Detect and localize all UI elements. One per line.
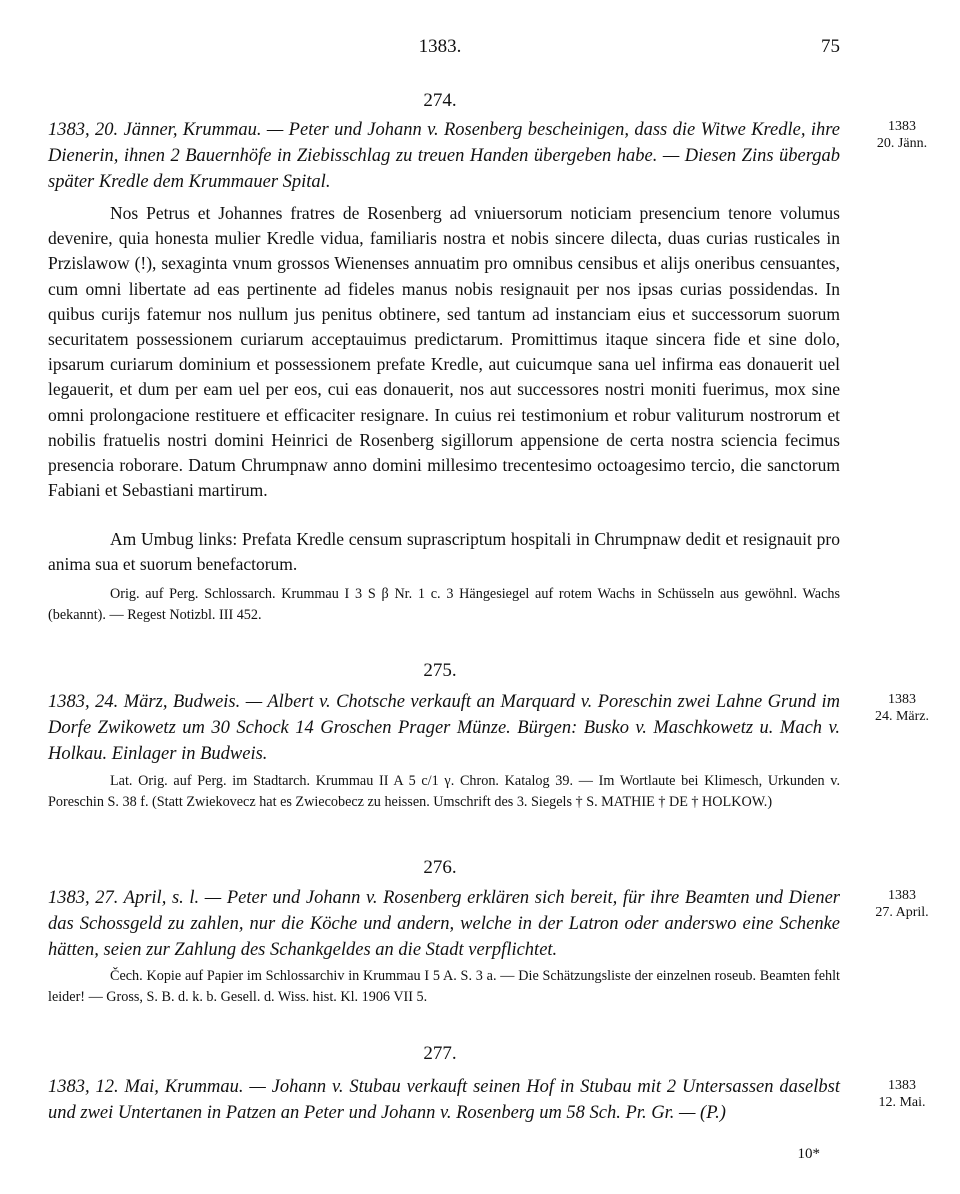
source-note: Čech. Kopie auf Papier im Schlossarchiv in Krummau I 5 A. S. 3 a. — Die Schätzungsliste der einzelnen roseub. Beamten fehlt leider! — Gross, S. B. d. k. b. Gesell. d. Wiss. hist. Kl. 1906 VII 5. [48, 968, 840, 1005]
margin-date [852, 691, 952, 725]
signature-mark: 10* [797, 1146, 820, 1162]
charter-text: Nos Petrus et Johannes fratres de Rosenberg ad vniuersorum noticiam presencium tenore volumus devenire, quia honesta mulier Kredle vidua, familiaris nostra et nobis sincere dilecta, duas curias rusticales in Przislawow (!), sexaginta vnum grossos Wienenses annuatim pro omnibus censibus et alijs oneribus censuantes, cum omni libertate ad eas pertinente ad fideles manus nobis resignauit per nos ipsas curias possidendas. In quibus curijs fatemur nos nullum jus penitus obtinere, sed tantum ad instanciam eius et successorum suorum securitatem possessionem curiarum acceptauimus predictarum. Promittimus itaque sincera fide et sine dolo, ipsarum curiarum dominium et possessionem prefate Kredle, aut cuicumque sana uel infirma eas donauerit uel legauerit, et dum per eam uel per eos, cui eas donauerit, nos aut successores nostri moniti fuerimus, mox sine omni prolongacione restituere et efficaciter resignare. In cuius rei testimonium et robur valiturum nostrorum et nobilis fratuelis nostri domini Heinrici de Rosenberg sigillorum appensione de certa nostra sciencia fecimus presencia roborare. Datum Chrumpnaw anno domini millesimo trecentesimo octoagesimo tercio, die sanctorum Fabiani et Sebastiani martirum. [48, 203, 840, 501]
margin-year: 1383 [888, 119, 916, 134]
source-note: Lat. Orig. auf Perg. im Stadtarch. Krummau II A 5 c/1 γ. Chron. Katalog 39. — Im Wortlaute bei Klimesch, Urkunden v. Poreschin S. 38 f. (Statt Zwiekovecz hat es Zwiecobecz zu heissen. Umschrift des 3. Siegels † S. MATHIE † DE † HOLKOW.) [48, 773, 840, 810]
entry-number: 277. [423, 1043, 457, 1064]
entry-number: 274. [423, 90, 457, 111]
margin-day: 24. März. [874, 709, 930, 724]
page-number: 75 [821, 36, 840, 57]
margin-date [852, 1077, 952, 1111]
margin-day: 27. April. [875, 905, 929, 920]
entry-regest: 1383, 24. März, Budweis. — Albert v. Chotsche verkauft an Marquard v. Poreschin zwei Lahne Grund im Dorfe Zwikowetz um 30 Schock 14 Groschen Prager Münze. Bürgen: Busko v. Maschkowetz u. Mach v. Holkau. Einlager in Budweis. [48, 692, 840, 764]
margin-date [852, 118, 952, 152]
margin-year: 1383 [888, 692, 916, 707]
margin-date [852, 887, 952, 921]
running-head-year: 1383. [418, 36, 462, 57]
entry-number: 275. [423, 660, 457, 681]
source-note: Orig. auf Perg. Schlossarch. Krummau I 3 S β Nr. 1 c. 3 Hängesiegel auf rotem Wachs in Schüsseln aus gewöhnl. Wachs (bekannt). — Regest Notizbl. III 452. [48, 586, 840, 623]
entry-regest: 1383, 27. April, s. l. — Peter und Johann v. Rosenberg erklären sich bereit, für ihre Beamten und Diener das Schossgeld zu zahlen, nur die Köche und andern, welche in der Latron oder anderswo eine Schenke hätten, seien zur Zahlung des Schankgeldes an die Stadt verpflichtet. [48, 888, 840, 960]
margin-day: 20. Jänn. [876, 136, 928, 151]
entry-regest: 1383, 20. Jänner, Krummau. — Peter und Johann v. Rosenberg bescheinigen, dass die Witwe Kredle, ihre Dienerin, ihnen 2 Bauernhöfe in Ziebisschlag zu treuen Handen übergeben habe. — Diesen Zins übergab später Kredle dem Krummauer Spital. [48, 120, 840, 192]
margin-year: 1383 [888, 1078, 916, 1093]
charter-addendum: Am Umbug links: Prefata Kredle censum suprascriptum hospitali in Chrumpnaw dedit et resignauit pro anima sua et suorum benefactorum. [48, 529, 840, 575]
margin-day: 12. Mai. [878, 1095, 926, 1110]
entry-number: 276. [423, 857, 457, 878]
entry-regest: 1383, 12. Mai, Krummau. — Johann v. Stubau verkauft seinen Hof in Stubau mit 2 Untersassen daselbst und zwei Untertanen in Patzen an Peter und Johann v. Rosenberg um 58 Sch. Pr. Gr. — (P.) [48, 1077, 840, 1123]
margin-year: 1383 [888, 888, 916, 903]
